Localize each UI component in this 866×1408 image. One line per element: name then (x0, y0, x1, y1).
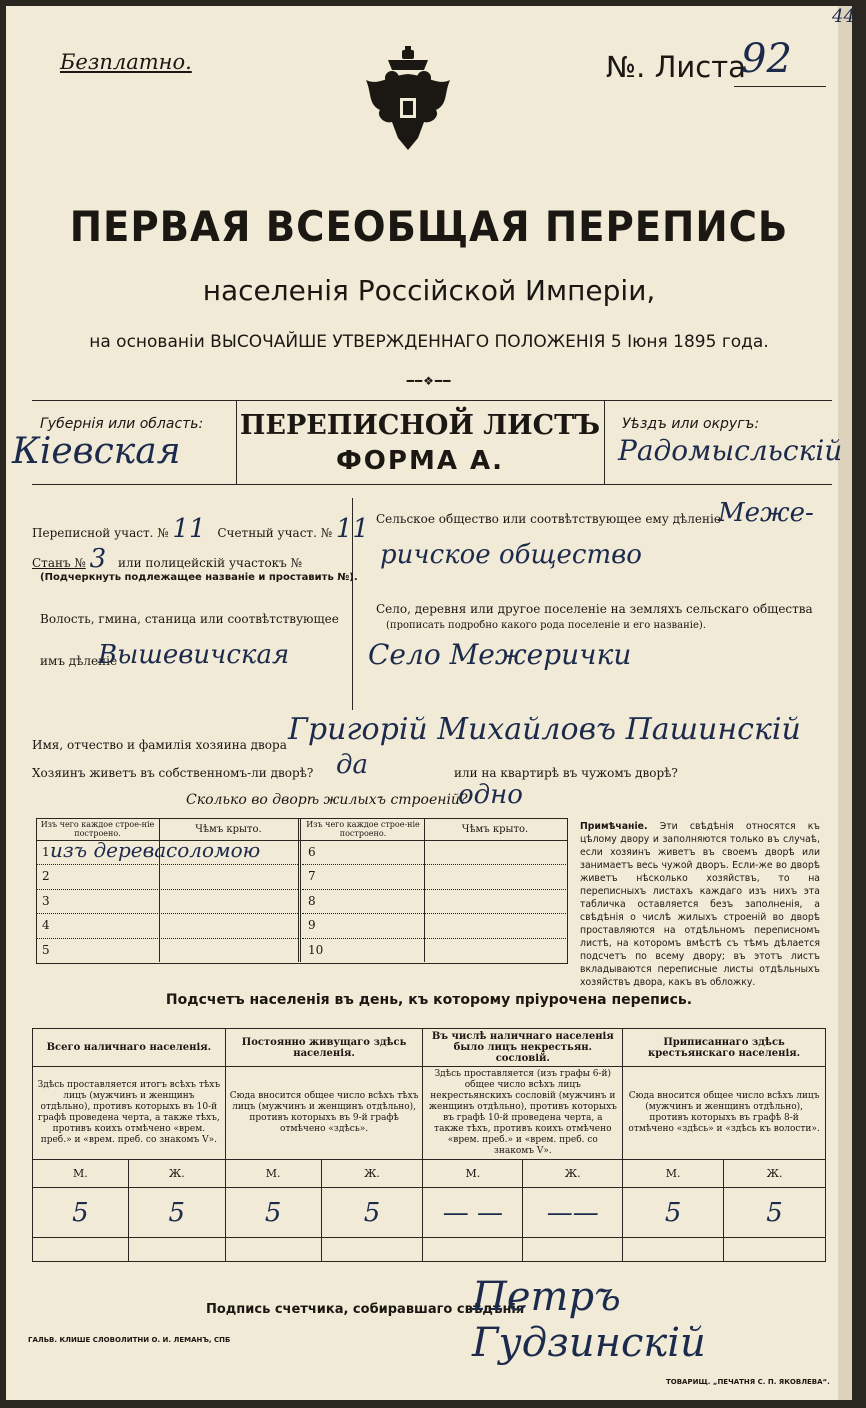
village-value: Село Межерички (368, 638, 632, 671)
corner-mark: 44 (832, 6, 855, 27)
buildings-row-number: 5 (42, 942, 50, 957)
form-subtitle: ФОРМА А. (336, 446, 504, 476)
society-value-1: Меже- (718, 498, 814, 528)
buildings-row-number: 10 (308, 942, 324, 957)
buildings-row-number: 9 (308, 918, 316, 933)
summary-f-value: —— (523, 1188, 623, 1238)
own-yard-value: да (336, 750, 368, 780)
rented-label: или на квартирѣ въ чужомъ дворѣ? (454, 766, 678, 780)
society-value-2: ричское общество (380, 540, 642, 570)
summary-col-desc: Здѣсь проставляется итогъ всѣхъ тѣхъ лицъ (мужчинъ и женщинъ отдѣльно), противъ которыхъ въ 10-й графѣ проведена черта, а также тѣхъ, противъ коихъ отмѣчено «врем. преб.» и «врем. преб. со знакомъ V». (33, 1067, 226, 1160)
police-label: или полицейскій участокъ № (117, 556, 302, 570)
buildings-row-rule (36, 938, 298, 939)
stan-value: 3 (89, 544, 107, 574)
buildings-row-number: 4 (42, 918, 50, 933)
buildings-row-rule (302, 913, 566, 914)
summary-m-label: М. (225, 1160, 321, 1188)
buildings-label: Сколько во дворѣ жилыхъ строеній? (186, 792, 468, 808)
society-label: Сельское общество или соотвѣтствующее ему дѣленіе (376, 512, 721, 526)
sheet-number-line (734, 86, 826, 87)
village-note: (прописать подробно какого рода поселеніе и его названіе). (386, 620, 706, 631)
buildings-row-rule (302, 938, 566, 939)
summary-m-label: М. (33, 1160, 129, 1188)
note-text: Эти свѣдѣнія относятся къ цѣлому двору и заполняются только въ случаѣ, если хозяинъ живетъ въ своемъ дворѣ или занимаетъ весь чужой дворъ. Если-же во дворѣ живетъ нѣсколько хозяйствъ, то на переписныхъ листахъ каждаго изъ нихъ эта табличка оставляется безъ заполненія, а свѣдѣнія о числѣ жилыхъ строеній во дворѣ проставляются на отдѣльномъ переписномъ листѣ, на которомъ вмѣстѣ съ тѣмъ дѣлается подсчетъ по всему двору; въ этотъ листъ вкладываются переписные листы отдѣльныхъ хозяйствъ двора, какъ въ обложку. (580, 821, 820, 988)
uezd-value: Радомысльскій (618, 434, 843, 467)
stan-label: Станъ № (32, 556, 86, 570)
gubernia-label: Губернія или область: (40, 416, 204, 432)
buildings-row-number: 8 (308, 893, 316, 908)
summary-f-value: 5 (724, 1188, 826, 1238)
form-title: ПЕРЕПИСНОЙ ЛИСТЪ (239, 410, 601, 441)
schet-uch-label: Счетный участ. № (217, 526, 333, 540)
volost-label-1: Волость, гмина, станица или соотвѣтствующее (40, 612, 339, 626)
note-block (580, 820, 820, 989)
summary-col-desc: Сюда вносится общее число всѣхъ лицъ (мужчинъ и женщинъ отдѣльно), противъ которыхъ въ графѣ 8-й отмѣчено «здѣсь» и «здѣсь къ волости». (623, 1067, 826, 1160)
summary-col-head: Въ числѣ наличнаго населенія было лицъ некрестьян. сословій. (423, 1029, 623, 1067)
buildings-row-number: 1 (42, 845, 50, 859)
sheet-number-value: 92 (741, 36, 792, 82)
summary-f-label: Ж. (523, 1160, 623, 1188)
buildings-row-number: 6 (308, 845, 316, 859)
col-material-right: Изъ чего каждое строе-ніе построено. (306, 820, 420, 838)
census-basis: на основаніи ВЫСОЧАЙШЕ УТВЕРЖДЕННАГО ПОЛОЖЕНІЯ 5 Іюня 1895 года. (89, 332, 769, 352)
owner-label: Имя, отчество и фамилія хозяина двора (32, 738, 287, 752)
signature-label: Подпись счетчика, собиравшаго свѣдѣнія (206, 1302, 525, 1317)
uezd-label: Уѣздъ или округъ: (622, 416, 760, 432)
summary-title: Подсчетъ населенія въ день, къ которому пріурочена перепись. (165, 992, 693, 1008)
summary-m-label: М. (623, 1160, 724, 1188)
summary-col-head: Всего наличнаго населенія. (33, 1029, 226, 1067)
summary-m-value: 5 (623, 1188, 724, 1238)
volost-value: Вышевичская (98, 640, 290, 670)
rule-top (32, 400, 832, 401)
census-sheet (6, 6, 855, 1400)
buildings-row-roof: соломою (166, 838, 261, 862)
summary-col-head: Приписаннаго здѣсь крестьянскаго населенія. (623, 1029, 826, 1067)
summary-m-value: — — (423, 1188, 523, 1238)
free-label: Безплатно. (60, 50, 192, 74)
paper-edge (838, 6, 852, 1400)
col-roof-right: Чѣмъ крыто. (461, 824, 529, 835)
summary-m-value: 5 (33, 1188, 129, 1238)
buildings-row-rule (36, 864, 298, 865)
summary-col-desc: Здѣсь проставляется (изъ графы 6-й) общее число всѣхъ лицъ некрестьянскихъ сословій (мужчинъ и женщинъ отдѣльно), противъ которыхъ въ графѣ 10-й проведена черта, а также тѣхъ, противъ коихъ отмѣчено «врем. преб.» и «врем. преб. со знакомъ V». (423, 1067, 623, 1160)
summary-f-value: 5 (321, 1188, 423, 1238)
buildings-row-rule (36, 889, 298, 890)
printer-right: ТОВАРИЩ. „ПЕЧАТНЯ С. П. ЯКОВЛЕВА“. (666, 1378, 830, 1386)
summary-m-label: М. (423, 1160, 523, 1188)
census-title: ПЕРВАЯ ВСЕОБЩАЯ ПЕРЕПИСЬ (69, 202, 789, 251)
buildings-value: одно (458, 780, 523, 810)
col-roof-left: Чѣмъ крыто. (195, 824, 262, 835)
perepis-uch-value: 11 (172, 514, 206, 544)
note-label: Примѣчаніе. (580, 821, 648, 832)
volost-label-2: имъ дѣленіе (40, 654, 118, 668)
gubernia-value: Кіевская (12, 431, 181, 472)
col-material-left: Изъ чего каждое строе-ніе построено. (40, 820, 155, 838)
underline-note: (Подчеркнуть подлежащее названіе и проставить №). (40, 572, 358, 583)
summary-f-label: Ж. (724, 1160, 826, 1188)
buildings-row-number: 2 (42, 869, 50, 884)
double-headed-eagle-icon (358, 46, 458, 156)
owner-value: Григорій Михайловъ Пашинскій (288, 712, 801, 747)
buildings-row-number: 3 (42, 893, 50, 908)
signature-value: Петръ Гудзинскій (472, 1274, 706, 1366)
village-label: Село, деревня или другое поселеніе на земляхъ сельскаго общества (376, 602, 813, 616)
buildings-row-number: 7 (308, 869, 316, 884)
sheet-number-label: №. Листа (606, 50, 746, 84)
summary-table (32, 1028, 826, 1262)
buildings-row-rule (302, 889, 566, 890)
summary-col-desc: Сюда вносится общее число всѣхъ тѣхъ лицъ (мужчинъ и женщинъ отдѣльно), противъ которыхъ въ 9-й графѣ отмѣчено «здѣсь». (225, 1067, 423, 1160)
perepis-row (32, 514, 369, 544)
printer-left: ГАЛЬВ. КЛИШЕ СЛОВОЛИТНИ О. И. ЛЕМАНЪ, СПБ (28, 1336, 231, 1344)
buildings-row-material: изъ дерева (50, 838, 167, 862)
perepis-uch-label: Переписной участ. № (32, 526, 169, 540)
schet-uch-value: 11 (335, 514, 369, 544)
rule-bottom (32, 484, 832, 485)
summary-m-value: 5 (225, 1188, 321, 1238)
rule-right (604, 400, 605, 484)
summary-f-label: Ж. (321, 1160, 423, 1188)
buildings-row-rule (302, 864, 566, 865)
stan-row (32, 544, 302, 574)
census-subtitle: населенія Россійской Имперіи, (202, 274, 656, 307)
summary-f-label: Ж. (128, 1160, 225, 1188)
own-yard-label: Хозяинъ живетъ въ собственномъ-ли дворѣ? (32, 766, 314, 780)
ornament-divider: ━━❖━━ (406, 374, 452, 388)
buildings-row-rule (36, 913, 298, 914)
buildings-col-rule-r (424, 818, 425, 962)
summary-f-value: 5 (128, 1188, 225, 1238)
summary-col-head: Постоянно живущаго здѣсь населенія. (225, 1029, 423, 1067)
